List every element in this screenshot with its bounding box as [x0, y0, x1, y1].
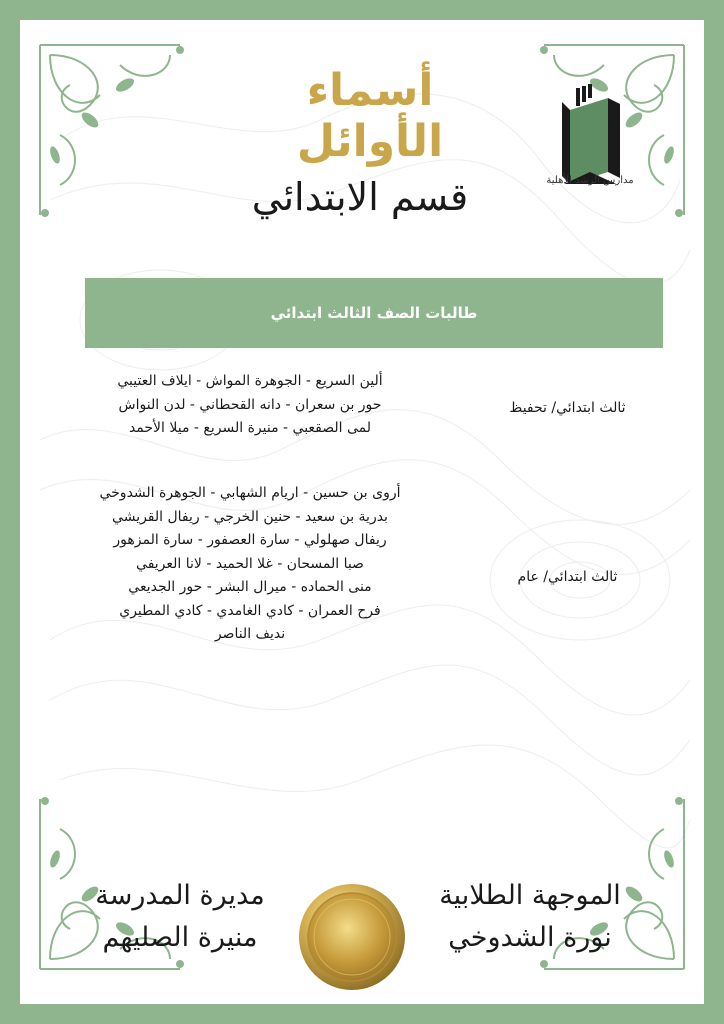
name-line: بدرية بن سعيد - حنين الخرجي - ريفال القريشي — [112, 508, 388, 525]
names-list — [55, 370, 445, 441]
ornament-corner-top-left — [30, 35, 190, 225]
section-label: ثالث ابتدائي/ عام — [517, 569, 618, 585]
name-line: منى الحماده - ميرال البشر - حور الجديعي — [128, 579, 372, 595]
signature-counselor — [420, 875, 640, 959]
name-line: حور بن سعران - دانه القحطاني - لدن النواش — [118, 396, 382, 413]
name-line: فرح العمران - كادي الغامدي - كادي المطيري — [119, 602, 381, 619]
certificate-page — [20, 20, 704, 1004]
signature-principal — [80, 875, 280, 959]
name-line: صبا المسحان - غلا الحميد - لانا العريفي — [136, 555, 364, 572]
name-line: نديف الناصر — [214, 626, 286, 642]
name-line: لمى الصقعبي - منيرة السريع - ميلا الأحمد — [128, 420, 372, 436]
signature-title: مديرة المدرسة — [95, 880, 265, 911]
section-label: ثالث ابتدائي/ تحفيظ — [509, 400, 626, 416]
school-logo-text: مدارس الرشد الأهلية — [546, 175, 634, 186]
class-banner: طالبات الصف الثالث ابتدائي — [85, 278, 663, 348]
name-line: ألين السريع - الجوهرة المواش - ايلاف العتيبي — [117, 373, 383, 389]
department-title: قسم الابتدائي — [251, 175, 469, 219]
signature-name: منيرة الصليهم — [102, 922, 258, 953]
certificate-title: أسماء الأوائل — [296, 65, 444, 167]
name-line: ريفال صهلولي - سارة العصفور - سارة المزهور — [113, 532, 387, 548]
signature-title: الموجهة الطلابية — [439, 880, 621, 911]
names-list — [55, 482, 445, 647]
signature-name: نورة الشدوخي — [448, 922, 612, 953]
name-line: أروى بن حسين - اريام الشهابي - الجوهرة الشدوخي — [99, 485, 401, 501]
gold-medal-icon — [297, 882, 407, 992]
